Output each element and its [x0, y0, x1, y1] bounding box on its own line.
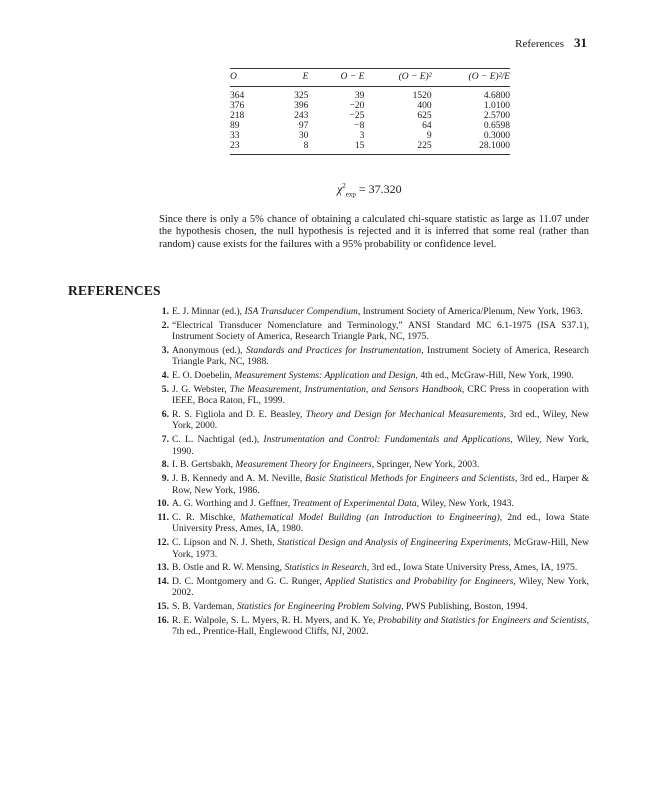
reference-text: E. O. Doebelin, — [172, 370, 235, 382]
reference-text: 3rd ed., Harper & Row, New York, 1986. — [172, 473, 589, 496]
reference-title: Statistical Design and Analysis of Engineering Experiments, — [277, 537, 511, 549]
references-list — [159, 306, 589, 640]
reference-text: “Electrical Transducer Nomenclature and Terminology,” ANSI Standard MC 6.1-1975 (ISA S37.1), Instrument Society of America, Research Triangle Park, NC, 1975. — [172, 319, 589, 343]
reference-text: Instrument Society of America/Plenum, New York, 1963. — [360, 306, 583, 317]
table-cell: 9 — [426, 131, 432, 141]
reference-text: E. J. Minnar (ed.), — [172, 306, 245, 317]
reference-text: A. G. Worthing and J. Geffner, — [172, 498, 293, 510]
table-cell: −25 — [349, 111, 365, 121]
table-cell: 89 — [230, 121, 240, 131]
reference-item — [159, 615, 589, 638]
table-cell: 325 — [294, 91, 309, 101]
table-cell: −8 — [354, 121, 365, 131]
reference-number: 3. — [161, 344, 169, 356]
reference-number: 1. — [161, 306, 169, 317]
reference-item — [159, 434, 589, 457]
table-row — [230, 87, 510, 102]
reference-title: ISA Transducer Compendium, — [244, 306, 361, 317]
reference-title: Theory and Design for Mechanical Measurements, — [305, 408, 506, 420]
reference-title: Measurement Systems: Application and Design, — [234, 370, 418, 382]
reference-text: 4th ed., McGraw-Hill, New York, 1990. — [417, 370, 574, 382]
table-cell: 364 — [230, 91, 245, 101]
reference-text: C. Lipson and N. J. Sheth, — [172, 537, 278, 549]
reference-title: Treatment of Experimental Data, — [292, 498, 420, 510]
reference-text: 2nd ed., Iowa State University Press, Ames, IA, 1980. — [172, 511, 590, 535]
reference-number: 6. — [161, 408, 169, 420]
table-cell: 97 — [298, 121, 309, 131]
chi-square-result — [337, 182, 402, 198]
chi-superscript: 2 — [342, 182, 346, 190]
column-header: (O − E)² — [364, 69, 431, 87]
reference-item — [159, 409, 589, 432]
references-heading: REFERENCES — [68, 283, 161, 298]
table-cell: 218 — [230, 111, 245, 121]
table-cell: 28.1000 — [432, 141, 510, 155]
reference-item — [159, 601, 589, 613]
reference-text: C. L. Nachtigal (ed.), — [172, 434, 264, 446]
reference-text: R. E. Walpole, S. L. Myers, R. H. Myers, and K. Ye, — [172, 614, 378, 626]
reference-title: Statistics for Engineering Problem Solving, — [236, 601, 404, 613]
table-cell: 33 — [230, 131, 240, 141]
reference-number: 14. — [157, 575, 169, 587]
column-header: O − E — [308, 69, 364, 87]
table-cell: 625 — [417, 111, 432, 121]
reference-number: 9. — [161, 473, 169, 484]
table-cell: 400 — [417, 101, 432, 111]
table-cell: 64 — [422, 121, 432, 131]
reference-number: 7. — [161, 434, 169, 446]
reference-text: PWS Publishing, Boston, 1994. — [403, 601, 528, 613]
reference-number: 5. — [161, 383, 169, 395]
reference-item — [159, 306, 589, 318]
reference-text: Springer, New York, 2003. — [374, 459, 480, 471]
table-cell: 3 — [359, 131, 365, 141]
table-cell: −20 — [349, 101, 365, 111]
reference-text: J. G. Webster, — [172, 383, 230, 395]
table-cell: 396 — [294, 101, 309, 111]
table-row — [230, 111, 510, 121]
reference-text: Wiley, New York, 2002. — [172, 575, 589, 599]
reference-title: Basic Statistical Methods for Engineers and Scientists, — [304, 473, 518, 484]
reference-item — [159, 498, 589, 510]
reference-text: 7th ed., Prentice-Hall, Englewood Cliffs, NJ, 2002. — [172, 626, 369, 638]
reference-title: Mathematical Model Building (an Introduction to Engineering), — [240, 511, 503, 523]
reference-text: CRC Press in cooperation with IEEE, Boca Raton, FL, 1999. — [172, 383, 589, 407]
table-cell: 225 — [364, 141, 431, 155]
reference-item — [159, 320, 589, 343]
reference-number: 8. — [161, 459, 169, 471]
reference-item — [159, 459, 589, 471]
table-row — [230, 101, 510, 111]
column-header: (O − E)²/E — [432, 69, 510, 87]
chi-subscript: exp — [345, 190, 356, 199]
running-head — [515, 35, 587, 51]
reference-item — [159, 384, 589, 407]
reference-title: Probability and Statistics for Engineers and Scientists, — [377, 614, 589, 626]
reference-text: J. B. Kennedy and A. M. Neville, — [172, 473, 305, 484]
chi-symbol: χ — [337, 182, 343, 196]
table-cell: 8 — [269, 141, 308, 155]
reference-number: 13. — [157, 562, 169, 574]
column-header: O — [230, 69, 269, 87]
reference-text: R. S. Figliola and D. E. Beasley, — [172, 408, 306, 420]
reference-title: Applied Statistics and Probability for Engineers, — [324, 575, 516, 587]
reference-text: Anonymous (ed.), — [172, 344, 246, 356]
reference-number: 15. — [157, 601, 169, 613]
section-title: References — [515, 38, 564, 50]
reference-text: 3rd ed., Wiley, New York, 2000. — [172, 408, 589, 432]
reference-number: 4. — [161, 370, 169, 382]
reference-number: 2. — [161, 319, 169, 331]
table-row — [230, 121, 510, 131]
reference-item — [159, 537, 589, 560]
reference-text: Wiley, New York, 1990. — [172, 434, 589, 457]
table-cell: 243 — [294, 111, 309, 121]
table-cell: 2.5700 — [483, 111, 510, 121]
table-cell: 23 — [230, 141, 269, 155]
reference-item — [159, 345, 589, 368]
chi-value: = 37.320 — [358, 182, 402, 196]
reference-item — [159, 562, 589, 574]
reference-text: McGraw-Hill, New York, 1973. — [172, 537, 589, 560]
reference-item — [159, 512, 589, 535]
reference-text: I. B. Gertsbakh, — [172, 459, 236, 471]
reference-text: Instrument Society of America, Research Triangle Park, NC, 1988. — [172, 344, 589, 368]
reference-text: S. B. Vardeman, — [172, 601, 237, 613]
reference-text: 3rd ed., Iowa State University Press, Ames, IA, 1975. — [369, 562, 578, 574]
table-cell: 15 — [308, 141, 364, 155]
reference-text: Wiley, New York, 1943. — [419, 498, 514, 510]
reference-number: 16. — [157, 614, 169, 626]
page-number: 31 — [574, 35, 587, 50]
table-cell: 0.3000 — [483, 131, 510, 141]
table-row — [230, 141, 510, 155]
table-cell: 0.6598 — [483, 121, 510, 131]
reference-title: Measurement Theory for Engineers, — [235, 459, 375, 471]
reference-number: 11. — [157, 511, 169, 523]
reference-number: 12. — [157, 537, 169, 549]
table-cell: 30 — [298, 131, 309, 141]
reference-item — [159, 576, 589, 599]
reference-title: The Measurement, Instrumentation, and Sensors Handbook, — [229, 383, 465, 395]
column-header: E — [269, 69, 308, 87]
reference-item — [159, 473, 589, 496]
reference-text: D. C. Montgomery and G. C. Runger, — [172, 575, 325, 587]
conclusion-paragraph: Since there is only a 5% chance of obtaining a calculated chi-square statistic as large as 11.07 under the hypothesis chosen, the null hypothesis is rejected and it is inferred that some real (rather than random) cause exists for the failures with a 95% probability or confidence level. — [159, 213, 589, 250]
reference-title: Instrumentation and Control: Fundamentals and Applications, — [263, 434, 513, 446]
reference-title: Statistics in Research, — [284, 562, 370, 574]
reference-text: C. R. Mischke, — [172, 511, 241, 523]
table-cell: 376 — [230, 101, 245, 111]
reference-number: 10. — [157, 498, 169, 510]
table-cell: 1.0100 — [483, 101, 510, 111]
table-row — [230, 131, 510, 141]
reference-title: Standards and Practices for Instrumentation, — [245, 344, 424, 356]
reference-item — [159, 370, 589, 382]
reference-text: B. Ostle and R. W. Mensing, — [172, 562, 285, 574]
table-header-row — [230, 69, 510, 87]
table-cell: 39 — [354, 91, 365, 101]
table-cell: 4.6800 — [483, 91, 510, 101]
chi-square-table — [230, 68, 510, 155]
table-cell: 1520 — [412, 91, 432, 101]
